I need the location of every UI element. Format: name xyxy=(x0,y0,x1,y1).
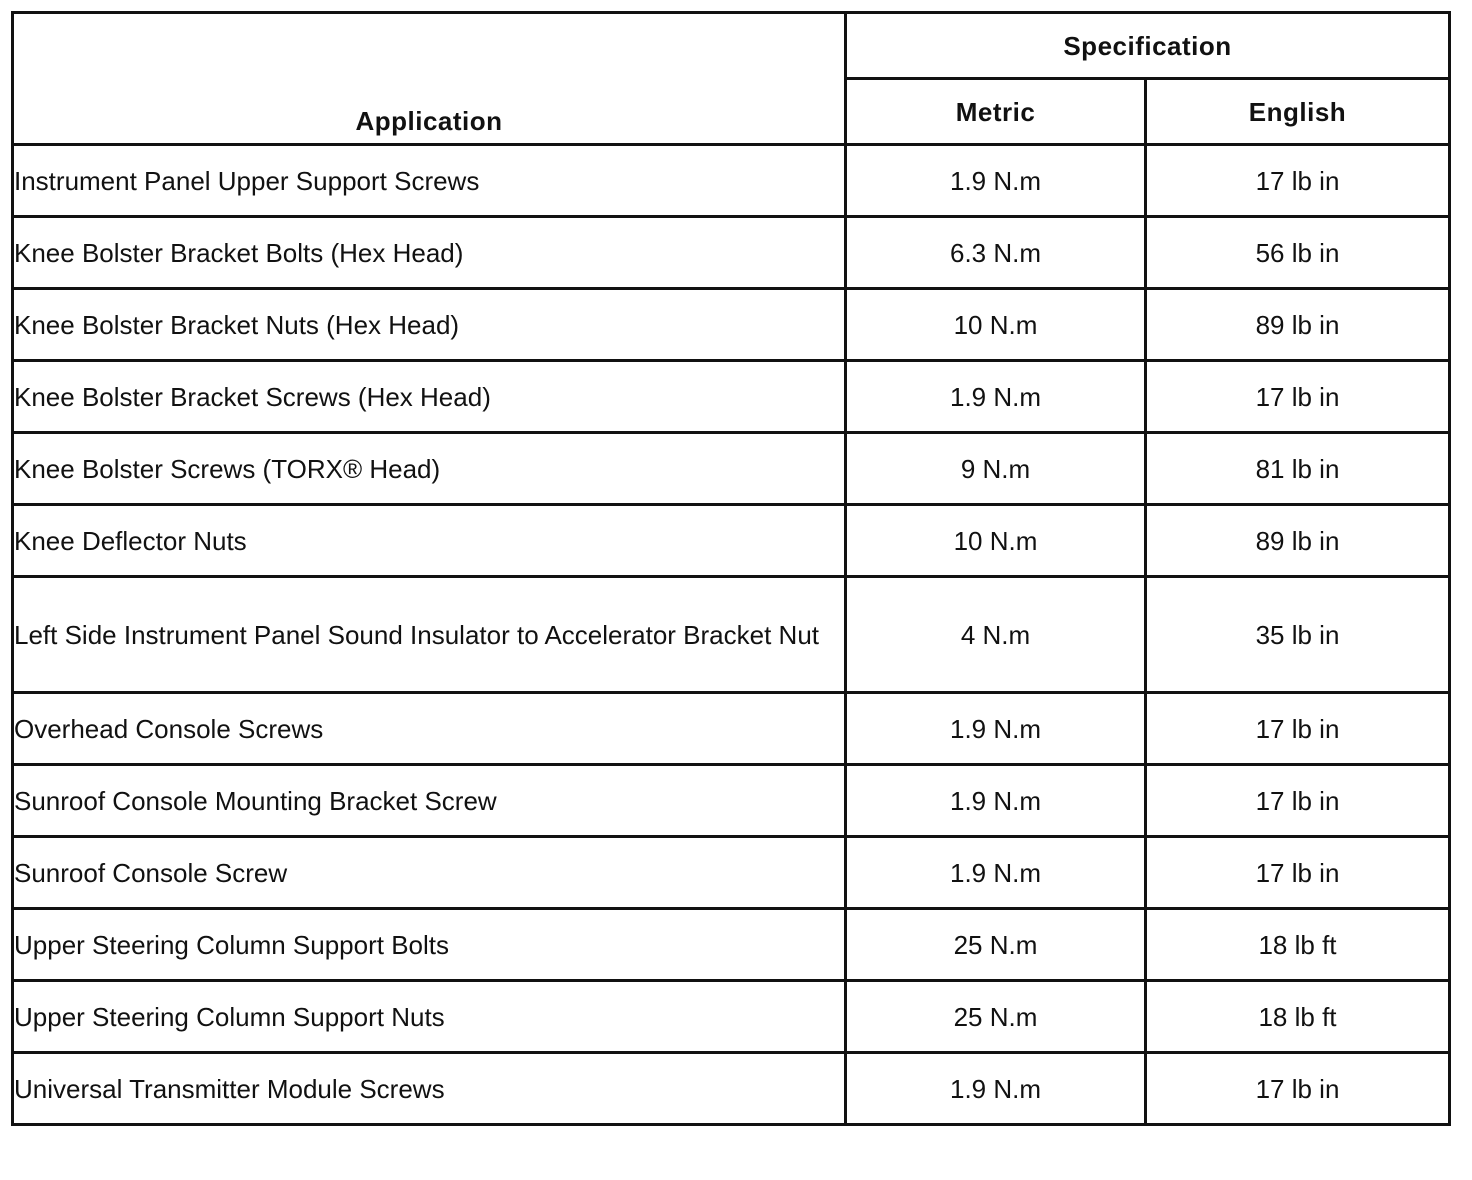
table-row xyxy=(13,361,1450,433)
application-cell: Knee Bolster Bracket Nuts (Hex Head) xyxy=(13,289,846,361)
application-cell: Knee Deflector Nuts xyxy=(13,505,846,577)
metric-cell: 25 N.m xyxy=(846,981,1146,1053)
application-cell: Upper Steering Column Support Bolts xyxy=(13,909,846,981)
metric-cell: 1.9 N.m xyxy=(846,1053,1146,1125)
english-cell: 17 lb in xyxy=(1146,145,1450,217)
english-cell: 17 lb in xyxy=(1146,361,1450,433)
table-row xyxy=(13,505,1450,577)
metric-cell: 1.9 N.m xyxy=(846,145,1146,217)
table-row xyxy=(13,1053,1450,1125)
table-row xyxy=(13,289,1450,361)
table-row xyxy=(13,765,1450,837)
metric-cell: 6.3 N.m xyxy=(846,217,1146,289)
english-cell: 89 lb in xyxy=(1146,505,1450,577)
metric-cell: 4 N.m xyxy=(846,577,1146,693)
table-row xyxy=(13,909,1450,981)
table-row xyxy=(13,837,1450,909)
column-header-application: Application xyxy=(13,13,846,145)
application-cell: Knee Bolster Bracket Screws (Hex Head) xyxy=(13,361,846,433)
english-cell: 18 lb ft xyxy=(1146,909,1450,981)
metric-cell: 1.9 N.m xyxy=(846,765,1146,837)
metric-cell: 10 N.m xyxy=(846,289,1146,361)
english-cell: 18 lb ft xyxy=(1146,981,1450,1053)
application-cell: Overhead Console Screws xyxy=(13,693,846,765)
metric-cell: 10 N.m xyxy=(846,505,1146,577)
metric-cell: 9 N.m xyxy=(846,433,1146,505)
application-cell: Sunroof Console Screw xyxy=(13,837,846,909)
application-cell: Knee Bolster Screws (TORX® Head) xyxy=(13,433,846,505)
torque-spec-table xyxy=(11,11,1451,1126)
header-row-top xyxy=(13,13,1450,79)
application-cell: Instrument Panel Upper Support Screws xyxy=(13,145,846,217)
english-cell: 56 lb in xyxy=(1146,217,1450,289)
application-cell: Knee Bolster Bracket Bolts (Hex Head) xyxy=(13,217,846,289)
english-cell: 89 lb in xyxy=(1146,289,1450,361)
column-header-specification: Specification xyxy=(846,13,1450,79)
english-cell: 35 lb in xyxy=(1146,577,1450,693)
column-header-english: English xyxy=(1146,79,1450,145)
table-row xyxy=(13,577,1450,693)
english-cell: 17 lb in xyxy=(1146,837,1450,909)
table-row xyxy=(13,981,1450,1053)
metric-cell: 1.9 N.m xyxy=(846,361,1146,433)
english-cell: 81 lb in xyxy=(1146,433,1450,505)
application-cell: Sunroof Console Mounting Bracket Screw xyxy=(13,765,846,837)
metric-cell: 1.9 N.m xyxy=(846,693,1146,765)
application-cell: Upper Steering Column Support Nuts xyxy=(13,981,846,1053)
table-row xyxy=(13,433,1450,505)
english-cell: 17 lb in xyxy=(1146,765,1450,837)
column-header-metric: Metric xyxy=(846,79,1146,145)
table-row xyxy=(13,217,1450,289)
metric-cell: 25 N.m xyxy=(846,909,1146,981)
english-cell: 17 lb in xyxy=(1146,693,1450,765)
application-cell: Universal Transmitter Module Screws xyxy=(13,1053,846,1125)
application-cell: Left Side Instrument Panel Sound Insulator to Accelerator Bracket Nut xyxy=(13,577,846,693)
metric-cell: 1.9 N.m xyxy=(846,837,1146,909)
table-row xyxy=(13,693,1450,765)
table-row xyxy=(13,145,1450,217)
english-cell: 17 lb in xyxy=(1146,1053,1450,1125)
